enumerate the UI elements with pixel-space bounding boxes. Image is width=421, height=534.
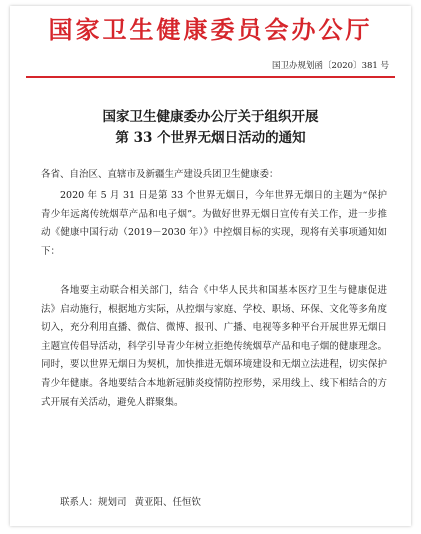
recipients: 各省、自治区、直辖市及新疆生产建设兵团卫生健康委： xyxy=(41,169,279,180)
document-page xyxy=(10,6,411,526)
paragraph-1: 2020 年 5 月 31 日是第 33 个世界无烟日，今年世界无烟日的主题为“保护青少年远离传统烟草产品和电子烟”。为做好世界无烟日宣传有关工作，进一步推动《健康中国行动（2019－2030 年）》中控烟目标的实现，现将有关事项通知如下： xyxy=(41,190,387,257)
title-line-1: 国家卫生健康委办公厅关于组织开展 xyxy=(102,109,319,125)
document-number: 国卫办规划函〔2020〕381 号 xyxy=(271,61,389,71)
contact-names: 黄亚阳、任恒钦 xyxy=(134,497,202,508)
red-divider-line xyxy=(26,76,395,78)
contact-line xyxy=(60,496,209,510)
title-line-2: 第 33 个世界无烟日活动的通知 xyxy=(115,130,306,146)
contact-label: 联系人：规划司 xyxy=(60,497,127,508)
paragraph-2: 各地要主动联合相关部门，结合《中华人民共和国基本医疗卫生与健康促进法》启动施行，根据地方实际，从控烟与家庭、学校、职场、环保、文化等多角度切入，充分利用直播、微信、微博、报刊、广播、电视等多种平台开展世界无烟日主题宣传倡导活动，科学引导青少年树立拒绝传统烟草产品和电子烟的健康理念。同时，要以世界无烟日为契机，加快推进无烟环境建设和无烟立法进程，切实保护青少年健康。各地要结合本地新冠肺炎疫情防控形势，采用线上、线下相结合的方式开展有关活动，避免人群聚集。 xyxy=(41,285,387,408)
letterhead: 国家卫生健康委员会办公厅 xyxy=(48,15,373,44)
